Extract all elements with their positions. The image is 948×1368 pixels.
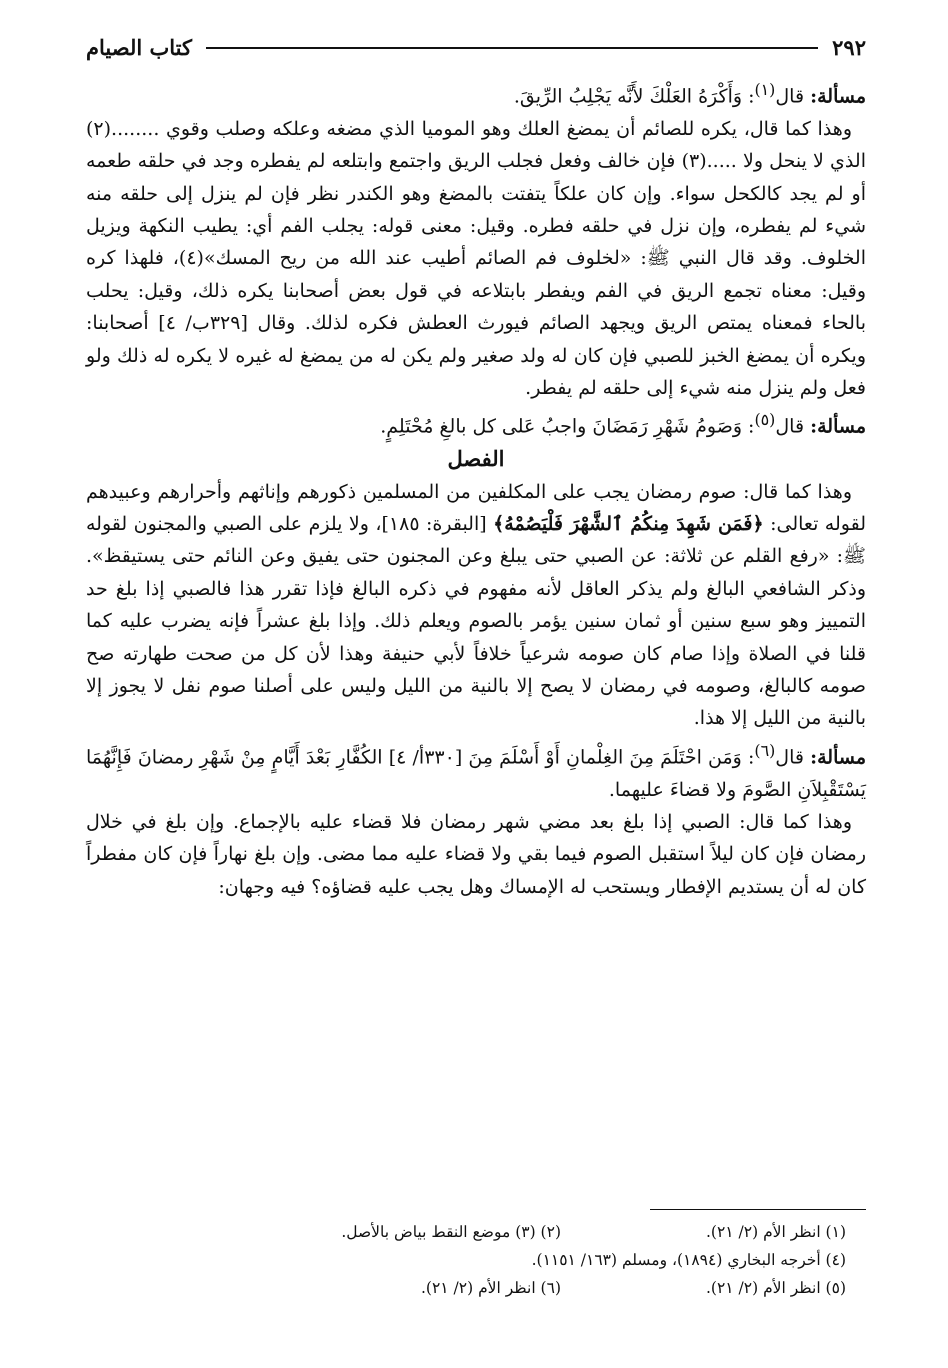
paragraph: وهذا كما قال، يكره للصائم أن يمضغ العلك وهو الموميا الذي مضغه وعلكه وصلب وقوي ........(٢) الذي لا ينحل ولا .....(٣) فإن خالف وفعل فجلب الريق واجتمع وابتلعه لم يفطره وجد في حلقه طعمه أو لم يجد كالكحل سواء. وإن كان علكاً يتفتت بالمضغ وهو الكندر نظر فإن لم ينزل إلى حلقه منه شيء لم يفطره، وإن نزل في حلقه فطره. وقيل: معنى قوله: يجلب الفم أي: يطيب النكهة ويزيل الخلوف. وقد قال النبي ﷺ: «لخلوف فم الصائم أطيب عند الله من ريح المسك»(٤)، فلهذا كره وقيل: معناه تجمع الريق في الفم ويفطر بابتلاعه في قول بعض أصحابنا يكره ذلك، وقيل: يحلب بالحاء فمعناه يمتص الريق ويجهد الصائم فيورث العطش فكره لذلك. وقال [٣٢٩ب/ ٤] أصحابنا: ويكره أن يمضغ الخبز للصبي فإن كان له ولد صغير ولم يكن له من يمضغ له غيره لا يكره له ذلك ولو فعل ولم ينزل منه شيء إلى حلقه لم يفطر. <box>86 117 867 399</box>
masala-label: مسألة: <box>810 85 866 108</box>
footnote-ref: (١) <box>754 80 776 99</box>
masala-text: : وَصَومُ شَهْرِ رَمَضَانَ واجبُ عَلى كل بالغِ مُحْتَلِمٍ. <box>380 415 755 438</box>
footnote: (٤) أخرجه البخاري (١٨٩٤)، ومسلم (١٦٣/ ١١٥١). <box>531 1251 846 1269</box>
book-title: كتاب الصيام <box>86 34 192 60</box>
page-number: ٢٩٢ <box>832 34 866 60</box>
page-header <box>86 30 866 64</box>
masala-text: : وَمَن احْتَلَمَ مِنَ الغِلْمانِ أَوْ أَسْلَمَ مِنَ [٣٣٠أ/ ٤] الكُفَّارِ بَعْدَ أَيَّامٍ مِنْ شَهْرِ رمضانَ فَإِنَّهُمَا يَسْتَقْبِلاَنِ الصَّومَ ولا قضاءَ عليهما. <box>86 746 866 801</box>
masala-label: مسألة: <box>810 746 866 769</box>
masala-3: مسألة: قال$^{(٦)}$: وَمَن احْتَلَمَ مِنَ الغِلْمانِ أَوْ أَسْلَمَ مِنَ [٣٣٠أ/ ٤] الكُفَّارِ بَعْدَ أَيَّامٍ مِنْ شَهْرِ رمضانَ فَإِنَّهُمَا يَسْتَقْبِلاَنِ الصَّومَ ولا قضاءَ عليهما. <box>86 740 866 801</box>
footnote-ref: (٥) <box>754 410 776 430</box>
footnote: (١) انظر الأم (٢/ ٢١). <box>705 1223 846 1241</box>
quran-verse: ﴿فَمَن شَهِدَ مِنكُمُ ٱلشَّهْرَ فَلْيَصُمْهُ﴾ <box>493 512 764 535</box>
paragraph: وهذا كما قال: صوم رمضان يجب على المكلفين من المسلمين ذكورهم وإناثهم وأحرارهم وعبيدهم لقوله تعالى: ﴿فَمَن شَهِدَ مِنكُمُ ٱلشَّهْرَ فَلْيَصُمْهُ﴾ [البقرة: ١٨٥]، ولا يلزم على الصبي والمجنون لقوله ﷺ: «رفع القلم عن ثلاثة: عن الصبي حتى يبلغ وعن المجنون حتى يفيق وعن النائم حتى يستيقظ». وذكر الشافعي البالغ ولم يذكر العاقل لأنه مفهوم في ذكره البالغ فإذا تقرر هذا فالصبي إذا بلغ حد التمييز وهو سبع سنين أو ثمان سنين يؤمر بالصوم ويعلم ذلك. وإذا بلغ عشراً فإنه يضرب عليه كما قلنا في الصلاة وإذا صام كان صومه شرعياً خلافاً لأبي حنيفة وهذا لأن كل من صحت طهارته صح صومه كالبالغ، وصومه في رمضان لا يصح إلا بالنية من الليل وليس على أصلنا صوم نفل لا يجوز إلا بالنية من الليل إلا هذا. <box>86 480 867 730</box>
footnote: (٥) انظر الأم (٢/ ٢١). <box>705 1279 846 1297</box>
masala-2: مسألة: قال$^{(٥)}$: وَصَومُ شَهْرِ رَمَضَانَ واجبُ عَلى كل بالغِ مُحْتَلِمٍ. <box>380 410 866 438</box>
footnote-ref: (٦) <box>754 740 776 760</box>
footnotes-rule <box>650 1209 866 1210</box>
footnotes <box>86 1218 846 1302</box>
masala-label: مسألة: <box>810 415 866 438</box>
main-text <box>86 74 866 903</box>
footnote: (٢) (٣) موضع النقط بياض بالأصل. <box>341 1223 561 1241</box>
masala-1: مسألة: قال$^{(١)}$: وَأَكْرَهُ العَلْكَ لأَنَّه يَجْلِبُ الرِّيقَ. <box>513 80 866 108</box>
masala-text: : وَأَكْرَهُ العَلْكَ لأَنَّه يَجْلِبُ الرِّيقَ. <box>513 85 755 108</box>
footnote: (٦) انظر الأم (٢/ ٢١). <box>420 1279 561 1297</box>
header-rule <box>206 47 818 49</box>
section-title: الفصل <box>447 446 505 472</box>
paragraph: وهذا كما قال: الصبي إذا بلغ بعد مضي شهر رمضان فلا قضاء عليه بالإجماع. وإن بلغ في خلال رمضان فإن كان ليلاً استقبل الصوم فيما بقي ولا قضاء عليه مما مضى. وإن بلغ نهاراً فإن كان مفطراً كان له أن يستديم الإفطار ويستحب له الإمساك وهل يجب عليه قضاؤه؟ فيه وجهان: <box>86 810 866 898</box>
